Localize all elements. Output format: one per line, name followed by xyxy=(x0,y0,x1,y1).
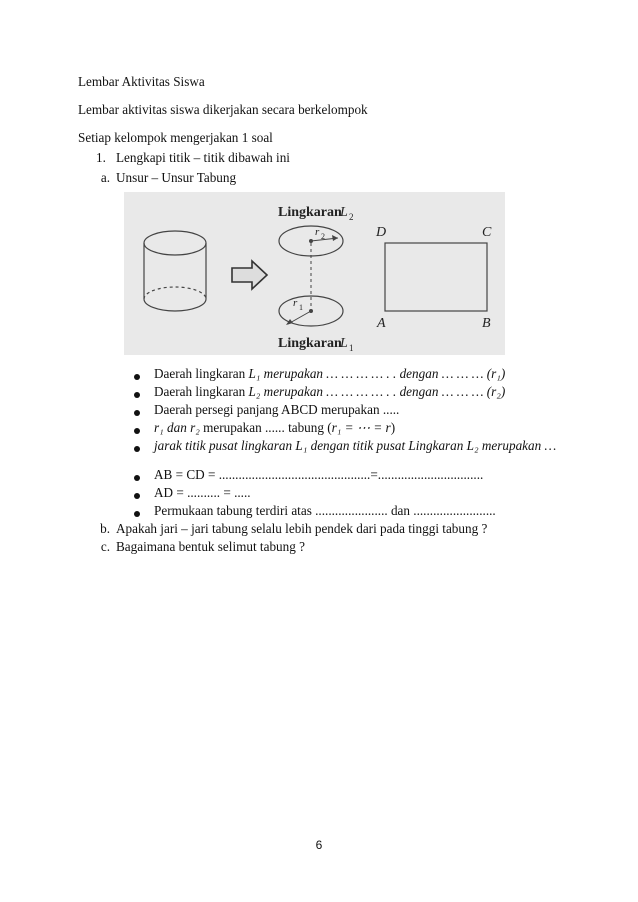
radius-r1-sub: 1 xyxy=(299,303,303,312)
circle-top-var: L xyxy=(340,205,348,220)
vertex-b: B xyxy=(482,316,491,331)
instruction-line-2: Setiap kelompok mengerjakan 1 soal xyxy=(78,130,273,145)
subquestion-c-label: c. xyxy=(100,539,110,554)
subquestion-c-text: Bagaimana bentuk selimut tabung ? xyxy=(116,539,305,554)
bullet-item-6: AB = CD = ..............................................=................................ xyxy=(154,467,484,482)
bullet-item-2: Daerah lingkaran L₂ merupakan … … … … . . dengan … … … (r₂) xyxy=(154,384,506,399)
subquestion-b-text: Apakah jari – jari tabung selalu lebih pendek dari pada tinggi tabung ? xyxy=(116,521,488,536)
bullet-dot xyxy=(134,374,140,380)
circle-bottom-var: L xyxy=(340,336,348,351)
bullet-item-1: Daerah lingkaran L₁ merupakan … … … … . . dengan … … … (r₁) xyxy=(154,366,506,381)
radius-r2-sub: 2 xyxy=(321,232,325,241)
bullet-dot xyxy=(134,475,140,481)
subquestion-b-label: b. xyxy=(100,521,110,536)
subquestion-a-label: a. xyxy=(100,170,110,185)
bullet-item-3: Daerah persegi panjang ABCD merupakan ..... xyxy=(154,402,400,417)
bullet-item-4: r₁ dan r₂ merupakan ...... tabung (r₁ = ⋯ = r) xyxy=(154,420,396,435)
bullet-item-8: Permukaan tabung terdiri atas ...................... dan ......................... xyxy=(154,503,496,518)
cylinder-diagram xyxy=(124,192,505,355)
bullet-dot xyxy=(134,410,140,416)
vertex-a: A xyxy=(377,316,386,331)
subquestion-a-text: Unsur – Unsur Tabung xyxy=(116,170,237,185)
circle-bottom-label: Lingkaran xyxy=(278,336,342,351)
bullet-dot xyxy=(134,511,140,517)
circle-top-label: Lingkaran xyxy=(278,205,342,220)
page-number: 6 xyxy=(315,838,323,852)
worksheet-title: Lembar Aktivitas Siswa xyxy=(78,74,205,89)
bullet-dot xyxy=(134,392,140,398)
circle-bottom-sub: 1 xyxy=(349,343,354,353)
bullet-item-7: AD = .......... = ..... xyxy=(154,485,251,500)
cylinder-elements-figure xyxy=(124,192,505,355)
instruction-line-1: Lembar aktivitas siswa dikerjakan secara berkelompok xyxy=(78,102,368,117)
question-number: 1. xyxy=(96,150,106,165)
radius-r1-label: r xyxy=(293,297,298,309)
question-text: Lengkapi titik – titik dibawah ini xyxy=(116,150,290,165)
arrow-right-icon xyxy=(232,261,267,289)
vertex-d: D xyxy=(376,225,387,240)
circle-top-sub: 2 xyxy=(349,212,354,222)
vertex-c: C xyxy=(482,225,492,240)
bullet-dot xyxy=(134,493,140,499)
bullet-item-5: jarak titik pusat lingkaran L₁ dengan titik pusat Lingkaran L₂ merupakan … xyxy=(154,438,557,453)
rectangle-abcd xyxy=(385,243,487,311)
bullet-dot xyxy=(134,446,140,452)
bullet-dot xyxy=(134,428,140,434)
cylinder-shape xyxy=(144,231,206,311)
radius-r2-label: r xyxy=(315,226,320,238)
